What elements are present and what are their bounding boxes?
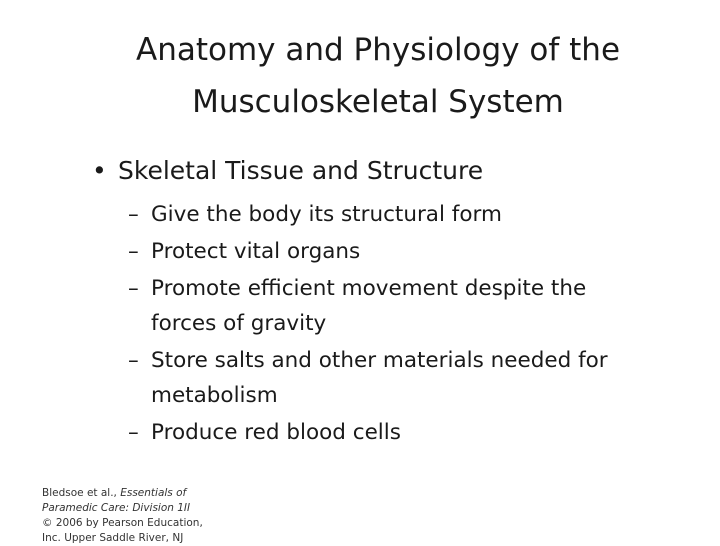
sub-bullet-item — [128, 270, 688, 342]
citation-book-title-1: Essentials of — [120, 487, 187, 499]
sub-bullet-item — [128, 414, 688, 451]
sub-bullet-continuation: metabolism — [151, 383, 278, 408]
dash-marker: – — [128, 348, 139, 373]
sub-bullet-text: Produce red blood cells — [151, 420, 401, 445]
dash-marker: – — [128, 239, 139, 264]
sub-bullet-text: Store salts and other materials needed for — [151, 348, 608, 373]
citation-line-1 — [42, 486, 203, 501]
citation — [42, 486, 203, 546]
sub-bullet-item — [128, 196, 688, 233]
slide-title-line-2: Musculoskeletal System — [192, 84, 564, 120]
citation-book-title-2: Paramedic Care: Division 1II — [42, 502, 191, 514]
sub-bullet-item — [128, 233, 688, 270]
sub-bullet-item — [128, 342, 688, 414]
citation-authors: Bledsoe et al., — [42, 487, 121, 499]
sub-bullet-text: Protect vital organs — [151, 239, 361, 264]
main-bullet-text: Skeletal Tissue and Structure — [118, 156, 484, 185]
dash-marker: – — [128, 276, 139, 301]
sub-bullet-continuation: forces of gravity — [151, 311, 327, 336]
citation-line-2 — [42, 501, 203, 516]
citation-publisher: Inc. Upper Saddle River, NJ — [42, 532, 184, 544]
main-bullet — [92, 152, 483, 190]
sub-bullet-list — [128, 196, 688, 451]
slide-title — [118, 24, 638, 128]
bullet-marker: • — [92, 156, 107, 185]
sub-bullet-text: Promote efficient movement despite the — [151, 276, 587, 301]
sub-bullet-text: Give the body its structural form — [151, 202, 502, 227]
slide-title-line-1: Anatomy and Physiology of the — [135, 32, 621, 68]
dash-marker: – — [128, 202, 139, 227]
citation-copyright: © 2006 by Pearson Education, — [42, 517, 203, 529]
dash-marker: – — [128, 420, 139, 445]
